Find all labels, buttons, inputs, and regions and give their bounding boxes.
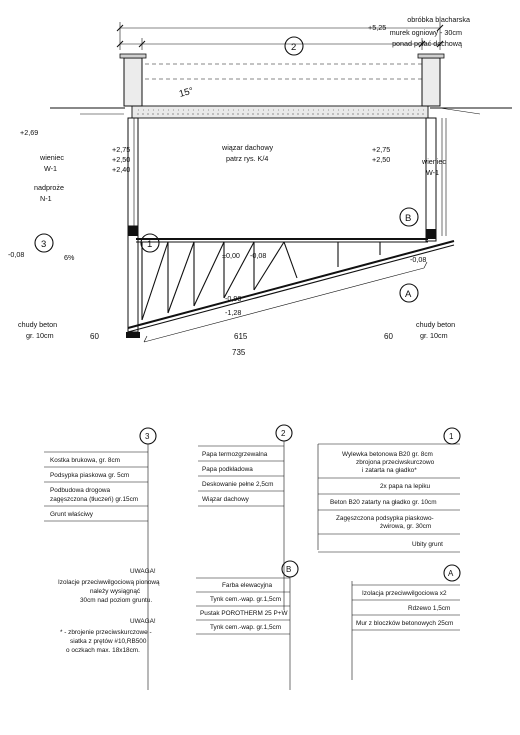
- beam-ref-label: patrz rys. K/4: [226, 154, 269, 163]
- note-2: [60, 618, 156, 654]
- marker-A: [400, 284, 418, 302]
- dim-right-wall: 60: [384, 332, 393, 341]
- wall-left: [426, 118, 436, 241]
- dim-left-wall: 60: [90, 332, 99, 341]
- floor-under-level: -0,08: [250, 251, 267, 260]
- firewall-label-2: ponad połać dachową: [392, 39, 462, 48]
- ext-left-level: -0,08: [8, 250, 25, 259]
- legend-1-row-4: 2x papa na lepiku: [380, 483, 431, 490]
- floor-level: ±0,00: [222, 251, 240, 260]
- legend-B-row-4: Tynk cem.-wap. gr.1,5cm: [210, 624, 282, 631]
- lean-left-1: chudy beton: [18, 320, 58, 329]
- ext-right-level: -0,08: [410, 255, 427, 264]
- flashing-label: obróbka blacharska: [407, 15, 470, 24]
- legend-2-row-3: Deskowanie pełne 2,5cm: [202, 481, 274, 488]
- left-level-2: +2,50: [112, 155, 131, 164]
- legend-3-row-3: Podbudowa drogowa: [50, 487, 111, 494]
- legend-3-row-5: Grunt właściwy: [50, 511, 93, 518]
- legend-A-row-1: Izolacja przeciwwilgociowa x2: [362, 590, 447, 597]
- svg-text:3: 3: [145, 432, 150, 441]
- svg-text:A: A: [448, 569, 454, 578]
- marker-B: [400, 208, 418, 226]
- ring-beam-left: [426, 229, 436, 239]
- legend-1: [318, 428, 460, 552]
- legend-1-row-6: Zagęszczona podsypka piaskowo-: [336, 515, 434, 522]
- header-label-1: nadproże: [34, 183, 64, 192]
- svg-text:B: B: [286, 565, 292, 574]
- legend-B-row-3: Pustak POROTHERM 25 P+W: [200, 610, 288, 617]
- firewall-label-1: murek ogniowy - 30cm: [389, 28, 462, 37]
- foundation-right: [124, 58, 142, 106]
- left-ringbeam-label-2: W-1: [44, 164, 58, 173]
- section-view: [50, 22, 512, 342]
- right-ringbeam-label-2: W-1: [426, 168, 440, 177]
- found-level-2: -1,28: [225, 308, 242, 317]
- svg-text:3: 3: [41, 239, 47, 250]
- left-level-1: +2,75: [112, 145, 131, 154]
- legend-A-row-2: Rdzewo 1,5cm: [408, 605, 451, 612]
- legend-1-row-1: Wylewka betonowa B20 gr. 8cm: [342, 451, 433, 458]
- legend-A-row-3: Mur z bloczków betonowych 25cm: [356, 620, 454, 627]
- lean-left-2: gr. 10cm: [26, 331, 54, 340]
- legend-2-row-4: Wiązar dachowy: [202, 496, 249, 503]
- floor-slab: [132, 106, 428, 118]
- note-1-line-3: 30cm nad poziom gruntu.: [80, 597, 153, 604]
- marker-2: [285, 37, 303, 55]
- section-labels: [8, 15, 470, 357]
- note-2-title: UWAGA!: [130, 618, 156, 625]
- found-level-1: -0,98: [225, 294, 242, 303]
- left-ringbeam-label-1: wieniec: [40, 153, 64, 162]
- note-1-line-1: Izolacje przeciwwilgociową pionową: [58, 579, 160, 586]
- right-ringbeam-label-1: wieniec: [422, 157, 446, 166]
- dim-total: 735: [232, 348, 246, 357]
- note-1-title: UWAGA!: [130, 568, 156, 575]
- legend-1-row-3: i zatarta na gładko*: [362, 467, 417, 474]
- legend-1-row-5: Beton B20 zatarty na gładko gr. 10cm: [330, 499, 437, 506]
- legend-B-row-1: Farba elewacyjna: [222, 582, 273, 589]
- legend-3-row-2: Podsypka piaskowa gr. 5cm: [50, 472, 130, 479]
- dim-span: 615: [234, 332, 248, 341]
- note-2-line-2: siatka z prętów #10,RB500: [70, 638, 147, 645]
- note-2-line-3: o oczkach max. 18x18cm.: [66, 647, 140, 654]
- right-level-2: +2,50: [372, 155, 391, 164]
- left-level-3: +2,40: [112, 165, 131, 174]
- roof-level-label: +5,25: [368, 23, 387, 32]
- svg-text:1: 1: [147, 239, 153, 250]
- svg-text:2: 2: [291, 42, 297, 53]
- legend-1-row-2: zbrojona przeciwskurczowo: [356, 459, 435, 466]
- svg-text:2: 2: [281, 429, 286, 438]
- marker-1: [141, 234, 159, 252]
- legend-1-row-7: żwirowa, gr. 30cm: [380, 523, 432, 530]
- marker-3: [35, 234, 53, 252]
- svg-text:A: A: [405, 289, 412, 300]
- lean-right-2: gr. 10cm: [420, 331, 448, 340]
- header-label-2: N-1: [40, 194, 52, 203]
- slope-label: 15°: [177, 85, 195, 100]
- legend-1-row-8: Ubity grunt: [412, 541, 443, 548]
- slope-dim-line: [144, 268, 424, 342]
- note-1-line-2: należy wysiągnąć: [90, 588, 141, 595]
- ring-beam-right: [128, 226, 138, 236]
- lean-right-1: chudy beton: [416, 320, 456, 329]
- lean-concrete-left: [418, 54, 444, 58]
- legend-B-row-2: Tynk cem.-wap. gr.1,5cm: [210, 596, 282, 603]
- right-level-1: +2,75: [372, 145, 391, 154]
- beam-label: wiązar dachowy: [222, 143, 274, 152]
- svg-text:1: 1: [449, 432, 454, 441]
- note-2-line-1: * - zbrojenie przeciwskurczowe -: [60, 629, 152, 636]
- parapet-flashing: [126, 332, 140, 338]
- ext-slope-left: [440, 108, 480, 114]
- legend-3-row-1: Kostka brukowa, gr. 8cm: [50, 457, 120, 464]
- lean-concrete-right: [120, 54, 146, 58]
- left-eave-level: +2,69: [20, 128, 39, 137]
- legend-2-row-2: Papa podkładowa: [202, 466, 253, 473]
- legend-2-row-1: Papa termozgrzewalna: [202, 451, 268, 458]
- legend-3-row-4: zagęszczona (tłuczeń) gr.15cm: [50, 496, 139, 503]
- legend-A: [352, 565, 460, 680]
- svg-text:B: B: [405, 213, 412, 224]
- legend-B: [196, 561, 298, 690]
- slope-pct: 6%: [64, 253, 75, 262]
- note-1: [58, 568, 160, 604]
- foundation-left: [422, 58, 440, 106]
